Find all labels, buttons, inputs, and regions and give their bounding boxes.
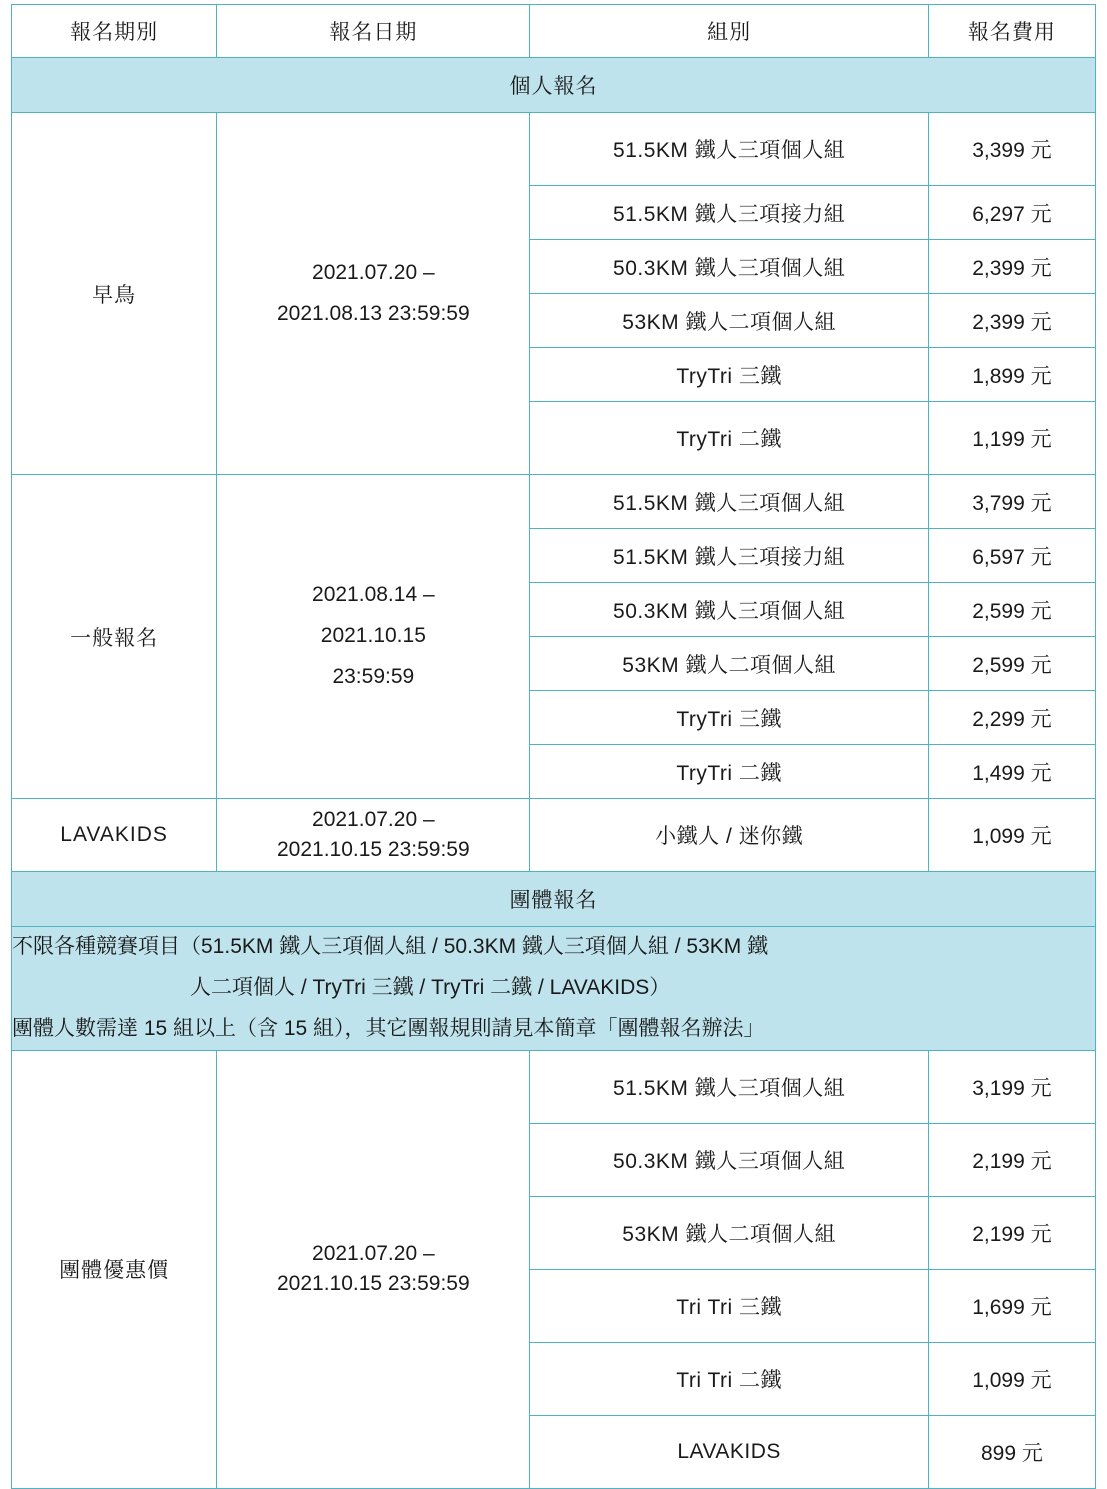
fee-value: 2,299 元	[928, 691, 1095, 745]
fee-value: 1,699 元	[928, 1269, 1095, 1342]
group-registration-notes	[12, 927, 1096, 1051]
date-general	[217, 475, 530, 799]
fee-value: 1,899 元	[928, 348, 1095, 402]
group-name: 50.3KM 鐵人三項個人組	[530, 240, 928, 294]
date-line: 2021.10.15 23:59:59	[276, 838, 470, 861]
table-row	[12, 475, 1096, 529]
group-name: 53KM 鐵人二項個人組	[530, 1196, 928, 1269]
fee-value: 2,199 元	[928, 1123, 1095, 1196]
date-line: 2021.10.15	[320, 624, 426, 648]
group-notes-row	[12, 927, 1096, 1051]
date-line: 23:59:59	[332, 664, 415, 688]
header-date: 報名日期	[217, 5, 530, 58]
fee-value: 2,399 元	[928, 240, 1095, 294]
section-row-group	[12, 872, 1096, 927]
date-line: 2021.10.15 23:59:59	[276, 1272, 470, 1296]
table-header-row	[12, 5, 1096, 58]
table-row	[12, 113, 1096, 186]
fee-value: 1,199 元	[928, 402, 1095, 475]
header-group: 組別	[530, 5, 928, 58]
group-name: 51.5KM 鐵人三項個人組	[530, 1050, 928, 1123]
header-fee: 報名費用	[928, 5, 1095, 58]
group-name: TryTri 三鐵	[530, 348, 928, 402]
fee-value: 3,399 元	[928, 113, 1095, 186]
group-name: 小鐵人 / 迷你鐵	[530, 799, 928, 872]
group-name: Tri Tri 二鐵	[530, 1342, 928, 1415]
date-line: 2021.08.13 23:59:59	[276, 301, 470, 325]
group-name: 50.3KM 鐵人三項個人組	[530, 583, 928, 637]
period-group-price: 團體優惠價	[12, 1050, 217, 1488]
group-name: TryTri 二鐵	[530, 402, 928, 475]
group-name: 51.5KM 鐵人三項接力組	[530, 529, 928, 583]
fee-value: 1,099 元	[928, 1342, 1095, 1415]
group-name: 51.5KM 鐵人三項接力組	[530, 186, 928, 240]
fee-value: 2,399 元	[928, 294, 1095, 348]
section-title-individual: 個人報名	[12, 58, 1096, 113]
date-group-price	[217, 1050, 530, 1488]
fee-value: 899 元	[928, 1415, 1095, 1488]
section-title-group: 團體報名	[12, 872, 1096, 927]
group-name: 53KM 鐵人二項個人組	[530, 294, 928, 348]
table-row	[12, 799, 1096, 872]
group-name: 53KM 鐵人二項個人組	[530, 637, 928, 691]
group-name: LAVAKIDS	[530, 1415, 928, 1488]
group-name: TryTri 三鐵	[530, 691, 928, 745]
date-lavakids	[217, 799, 530, 872]
group-name: TryTri 二鐵	[530, 745, 928, 799]
fee-value: 2,599 元	[928, 637, 1095, 691]
fee-value: 6,297 元	[928, 186, 1095, 240]
fee-value: 3,199 元	[928, 1050, 1095, 1123]
header-period: 報名期別	[12, 5, 217, 58]
fee-value: 6,597 元	[928, 529, 1095, 583]
note-line-2: 人二項個人 / TryTri 三鐵 / TryTri 二鐵 / LAVAKIDS）	[190, 975, 671, 999]
note-line-3: 團體人數需達 15 組以上（含 15 組），其它團報規則請見本簡章「團體報名辦法」	[12, 1016, 765, 1040]
period-early-bird: 早鳥	[12, 113, 217, 475]
period-lavakids: LAVAKIDS	[12, 799, 217, 872]
group-name: 51.5KM 鐵人三項個人組	[530, 113, 928, 186]
group-name: 50.3KM 鐵人三項個人組	[530, 1123, 928, 1196]
fee-value: 1,099 元	[928, 799, 1095, 872]
fee-value: 3,799 元	[928, 475, 1095, 529]
date-line: 2021.07.20 –	[312, 1241, 435, 1265]
fee-value: 1,499 元	[928, 745, 1095, 799]
note-line-1: 不限各種競賽項目（51.5KM 鐵人三項個人組 / 50.3KM 鐵人三項個人組 / 53KM 鐵	[12, 935, 769, 958]
section-row-individual	[12, 58, 1096, 113]
group-name: Tri Tri 三鐵	[530, 1269, 928, 1342]
group-name: 51.5KM 鐵人三項個人組	[530, 475, 928, 529]
date-line: 2021.07.20 –	[312, 260, 435, 284]
registration-fee-table	[11, 4, 1096, 1489]
date-early-bird	[217, 113, 530, 475]
fee-value: 2,199 元	[928, 1196, 1095, 1269]
date-line: 2021.08.14 –	[312, 583, 435, 607]
table-row	[12, 1050, 1096, 1123]
period-general: 一般報名	[12, 475, 217, 799]
date-line: 2021.07.20 –	[312, 807, 435, 831]
fee-value: 2,599 元	[928, 583, 1095, 637]
